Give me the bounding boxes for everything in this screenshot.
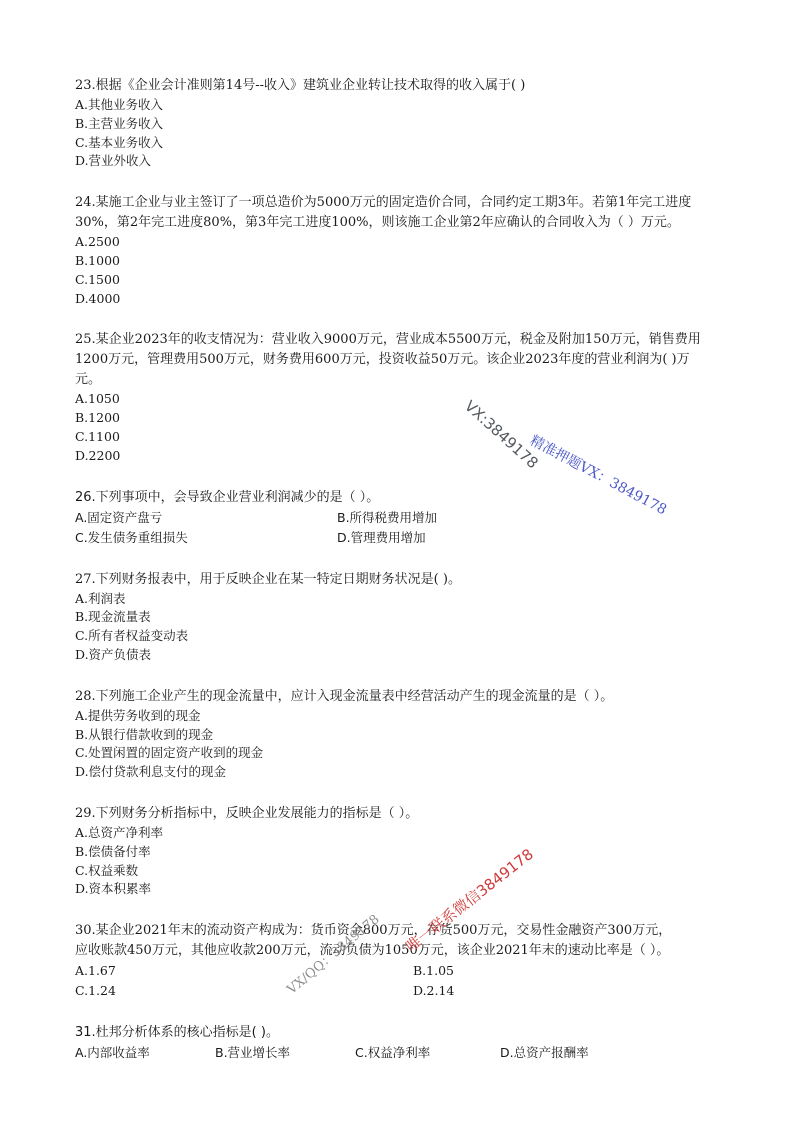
question-stem-line: 30%，第2年完工进度80%，第3年完工进度100%，则该施工企业第2年应确认的合同收入为（ ）万元。 (75, 215, 680, 231)
option-b: B.营业增长率 (215, 1045, 291, 1061)
option-b: B.现金流量表 (75, 609, 151, 625)
option-a: A.内部收益率 (75, 1045, 150, 1061)
option-c: C.处置闲置的固定资产收到的现金 (75, 745, 264, 761)
question-stem: 23.根据《企业会计准则第14号--收入》建筑业企业转让技术取得的收入属于( ) (75, 78, 526, 93)
question-31 (75, 1023, 765, 1063)
option-a: A.1.67 (75, 963, 116, 979)
question-stem: 27.下列财务报表中，用于反映企业在某一特定日期财务状况是( )。 (75, 571, 461, 587)
option-d: D.偿付贷款利息支付的现金 (75, 764, 227, 780)
watermark: 唯一联系微信3849178 (402, 845, 537, 956)
option-b: B.偿债备付率 (75, 843, 151, 859)
option-b: B.主营业务收入 (75, 115, 164, 131)
question-stem: 28.下列施工企业产生的现金流量中，应计入现金流量表中经营活动产生的现金流量的是（ ）。 (75, 688, 614, 704)
option-a: A.提供劳务收到的现金 (75, 707, 201, 723)
option-d: D.管理费用增加 (337, 529, 426, 545)
option-c: C.权益净利率 (355, 1045, 431, 1061)
option-b: B.1000 (75, 252, 120, 268)
option-d: D.4000 (75, 290, 121, 306)
option-a: A.利润表 (75, 590, 126, 606)
question-stem-line: 30.某企业2021年末的流动资产构成为：货币资金800万元，存货500万元，交易性金融资产300万元， (75, 923, 672, 939)
option-a: A.2500 (75, 234, 120, 250)
question-stem-line: 25.某企业2023年的收支情况为：营业收入9000万元，营业成本5500万元，税金及附加150万元，销售费用 (75, 332, 701, 348)
option-b: B.1200 (75, 410, 120, 426)
option-grid (75, 508, 765, 548)
watermark: 精准押题VX：3849178 (527, 432, 670, 519)
question-stem-line: 1200万元，管理费用500万元，财务费用600万元，投资收益50万元。该企业2023年度的营业利润为( )万 (75, 352, 690, 368)
option-d: D.总资产报酬率 (500, 1045, 589, 1061)
question-26 (75, 488, 765, 548)
option-b: B.从银行借款收到的现金 (75, 726, 214, 742)
option-d: D.2200 (75, 447, 121, 463)
option-c: C.1100 (75, 428, 120, 444)
option-d: D.2.14 (413, 983, 455, 999)
question-stem: 31.杜邦分析体系的核心指标是( )。 (75, 1025, 279, 1041)
question-stem-line: 24.某施工企业与业主签订了一项总造价为5000万元的固定造价合同，合同约定工期3年。若第1年完工进度 (75, 195, 692, 211)
question-24 (75, 193, 765, 308)
question-29 (75, 804, 765, 899)
question-list (75, 76, 765, 1085)
question-stem: 26.下列事项中，会导致企业营业利润减少的是（ ）。 (75, 489, 380, 505)
option-d: D.营业外收入 (75, 153, 152, 169)
question-25 (75, 330, 765, 465)
option-d: D.资产负债表 (75, 646, 152, 662)
question-stem: 29.下列财务分析指标中，反映企业发展能力的指标是（ ）。 (75, 805, 419, 821)
option-c: C.基本业务收入 (75, 134, 164, 150)
watermark: VX/QQ：3849178 (284, 911, 383, 998)
question-28 (75, 687, 765, 782)
option-c: C.所有者权益变动表 (75, 628, 189, 644)
watermark: VX:3849178 (460, 397, 542, 473)
option-c: C.发生债务重组损失 (75, 529, 188, 545)
option-row (75, 1043, 765, 1063)
option-b: B.所得税费用增加 (337, 509, 438, 525)
option-a: A.总资产净利率 (75, 824, 164, 840)
option-c: C.1500 (75, 271, 120, 287)
question-stem-line: 应收账款450万元，其他应收款200万元，流动负债为1050万元，该企业2021年末的速动比率是（ ）。 (75, 943, 670, 959)
question-30 (75, 921, 765, 1001)
option-c: C.权益乘数 (75, 862, 139, 878)
question-23 (75, 76, 765, 171)
question-stem-line: 元。 (75, 372, 102, 388)
option-grid (75, 961, 765, 1001)
option-a: A.其他业务收入 (75, 97, 164, 112)
option-a: A.固定资产盘亏 (75, 509, 163, 525)
option-c: C.1.24 (75, 983, 116, 999)
option-d: D.资本积累率 (75, 881, 152, 897)
option-a: A.1050 (75, 391, 120, 407)
question-27 (75, 570, 765, 665)
option-b: B.1.05 (413, 963, 454, 979)
